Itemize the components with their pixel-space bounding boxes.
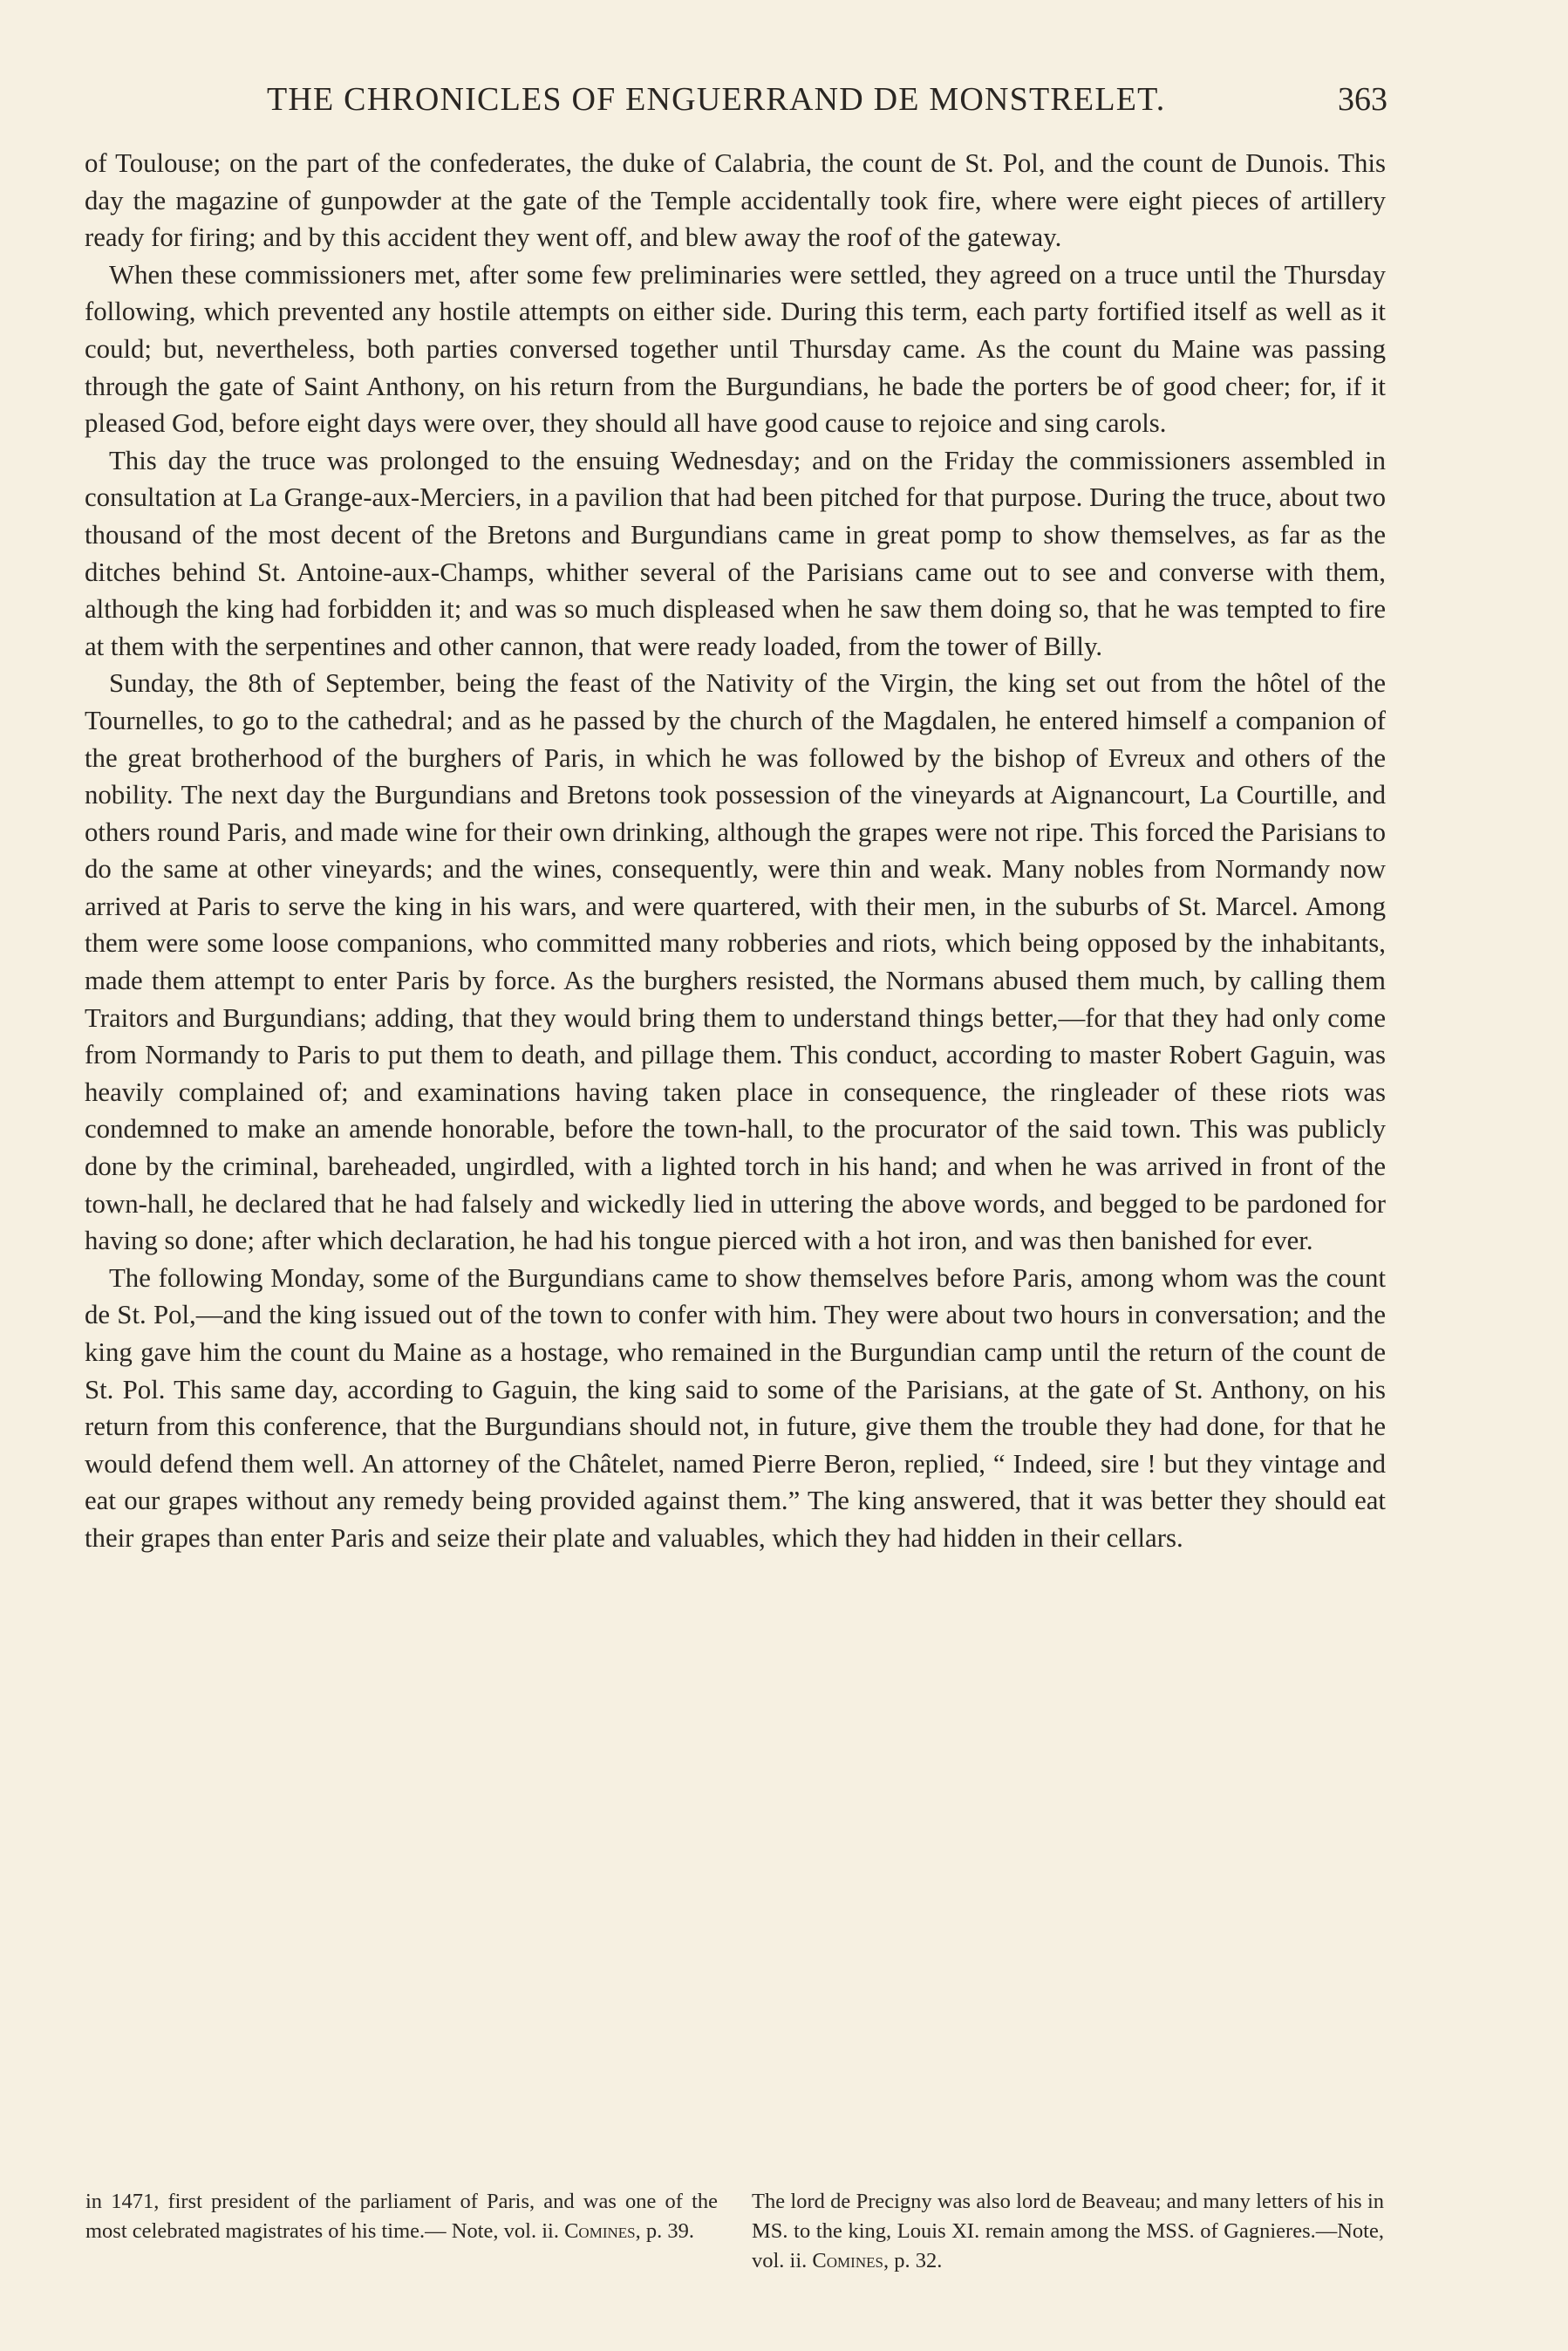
footnote-ref: , p. 32.	[883, 2249, 943, 2272]
footnotes	[85, 2187, 1387, 2274]
footnote-left	[85, 2187, 718, 2246]
footnote-right	[752, 2187, 1384, 2276]
paragraph: This day the truce was prolonged to the ensuing Wednesday; and on the Friday the commissioners assembled in consultation at La Grange-aux-Merciers, in a pavilion that had been pitched for that purpose. During the truce, about two thousand of the most decent of the Bretons and Burgundians came in great pomp to show themselves, as far as the ditches behind St. Antoine-aux-Champs, whither several of the Parisians came out to see and converse with them, although the king had forbidden it; and was so much displeased when he saw them doing so, that he was tempted to fire at them with the serpentines and other cannon, that were ready loaded, from the tower of Billy.	[85, 445, 1386, 661]
footnote-author: Comines	[812, 2249, 883, 2272]
main-text	[85, 145, 1386, 1557]
footnote-text: The lord de Precigny was also lord de Beaveau; and many letters of his in MS. to the king, Louis XI. remain among the MSS. of Gagnieres.—Note, vol. ii.	[752, 2190, 1384, 2272]
running-title: THE CHRONICLES OF ENGUERRAND DE MONSTRELET.	[267, 81, 1166, 118]
paragraph: When these commissioners met, after some few preliminaries were settled, they agreed on a truce until the Thursday following, which prevented any hostile attempts on either side. During this term, each party fortified itself as well as it could; but, nevertheless, both parties conversed together until Thursday came. As the count du Maine was passing through the gate of Saint Anthony, on his return from the Burgundians, he bade the porters be of good cheer; for, if it pleased God, before eight days were over, they should all have good cause to rejoice and sing carols.	[85, 259, 1386, 439]
footnote-author: Comines	[564, 2219, 636, 2243]
footnote-text: in 1471, first president of the parliament of Paris, and was one of the most celebrated magistrates of his time.— Note, vol. ii.	[85, 2190, 718, 2243]
page-header	[84, 80, 1387, 126]
page-number: 363	[1338, 81, 1387, 118]
paragraph: of Toulouse; on the part of the confederates, the duke of Calabria, the count de St. Pol, and the count de Dunois. This day the magazine of gunpowder at the gate of the Temple accidentally took fire, where were eight pieces of artillery ready for firing; and by this accident they went off, and blew away the roof of the gateway.	[85, 148, 1386, 253]
footnote-ref: , p. 39.	[635, 2219, 694, 2243]
paragraph: Sunday, the 8th of September, being the feast of the Nativity of the Virgin, the king set out from the hôtel of the Tournelles, to go to the cathedral; and as he passed by the church of the Magdalen, he entered himself a companion of the great brotherhood of the burghers of Paris, in which he was followed by the bishop of Evreux and others of the nobility. The next day the Burgundians and Bretons took possession of the vineyards at Aignancourt, La Courtille, and others round Paris, and made wine for their own drinking, although the grapes were not ripe. This forced the Parisians to do the same at other vineyards; and the wines, consequently, were thin and weak. Many nobles from Normandy now arrived at Paris to serve the king in his wars, and were quartered, with their men, in the suburbs of St. Marcel. Among them were some loose companions, who committed many robberies and riots, which being opposed by the inhabitants, made them attempt to enter Paris by force. As the burghers resisted, the Normans abused them much, by calling them Traitors and Burgundians; adding, that they would bring them to understand things better,—for that they had only come from Normandy to Paris to put them to death, and pillage them. This conduct, according to master Robert Gaguin, was heavily complained of; and examinations having taken place in consequence, the ringleader of these riots was condemned to make an amende honorable, before the town-hall, to the procurator of the said town. This was publicly done by the criminal, bareheaded, ungirdled, with a lighted torch in his hand; and when he was arrived in front of the town-hall, he declared that he had falsely and wickedly lied in uttering the above words, and begged to be pardoned for having so done; after which declaration, he had his tongue pierced with a hot iron, and was then banished for ever.	[85, 668, 1386, 1256]
paragraph: The following Monday, some of the Burgundians came to show themselves before Paris, among whom was the count de St. Pol,—and the king issued out of the town to confer with him. They were about two hours in conversation; and the king gave him the count du Maine as a hostage, who remained in the Burgundian camp until the return of the count de St. Pol. This same day, according to Gaguin, the king said to some of the Parisians, at the gate of St. Anthony, on his return from this conference, that the Burgundians should not, in future, give them the trouble they had done, for that he would defend them well. An attorney of the Châtelet, named Pierre Beron, replied, “ Indeed, sire ! but they vintage and eat our grapes without any remedy being provided against them.” The king answered, that it was better they should eat their grapes than enter Paris and seize their plate and valuables, which they had hidden in their cellars.	[85, 1262, 1386, 1553]
